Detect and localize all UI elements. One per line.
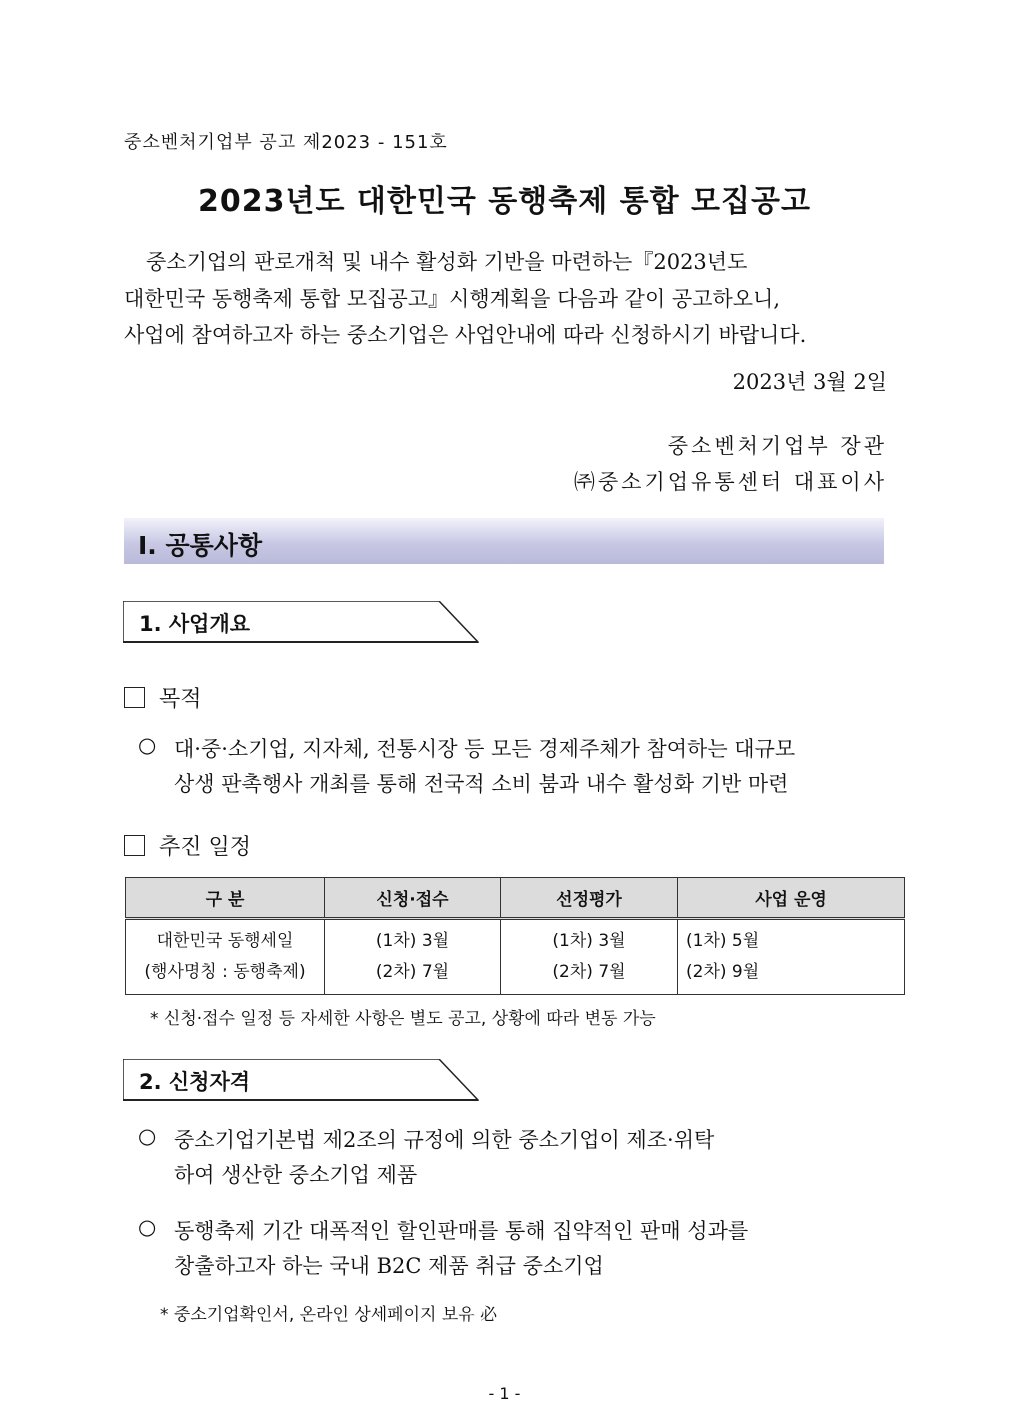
notice-number: 중소벤처기업부 공고 제2023 - 151호	[124, 132, 448, 153]
cell-evaluate: (1차) 3월 (2차) 7월	[501, 919, 678, 995]
eligibility-2-line-1: 동행축제 기간 대폭적인 할인판매를 통해 집약적인 판매 성과를	[174, 1219, 749, 1243]
circle-bullet-icon: ○	[138, 1124, 157, 1148]
subsection-heading-2	[123, 1059, 479, 1101]
column-header-operate: 사업 운영	[678, 878, 905, 919]
eligibility-note: * 중소기업확인서, 온라인 상세페이지 보유 必	[160, 1305, 498, 1325]
subsection-label: 2. 신청자격	[139, 1070, 251, 1094]
table-header-row	[126, 878, 905, 919]
document-title: 2023년도 대한민국 동행축제 통합 모집공고	[198, 184, 811, 219]
column-header-evaluate: 선정평가	[501, 878, 678, 919]
column-header-category: 구 분	[126, 878, 325, 919]
checkbox-square-icon	[124, 835, 145, 856]
schedule-table	[125, 877, 905, 995]
cell-operate: (1차) 5월 (2차) 9월	[678, 919, 905, 995]
intro-line-1: 중소기업의 판로개척 및 내수 활성화 기반을 마련하는『2023년도	[146, 250, 748, 274]
page-number: - 1 -	[488, 1384, 521, 1403]
notice-date: 2023년 3월 2일	[732, 370, 887, 394]
purpose-heading: 목적	[124, 682, 202, 713]
intro-line-3: 사업에 참여하고자 하는 중소기업은 사업안내에 따라 신청하시기 바랍니다.	[124, 323, 807, 347]
circle-bullet-icon: ○	[138, 1215, 157, 1239]
purpose-line-2: 상생 판촉행사 개최를 통해 전국적 소비 붐과 내수 활성화 기반 마련	[174, 772, 789, 796]
eligibility-1-line-1: 중소기업기본법 제2조의 규정에 의한 중소기업이 제조·위탁	[174, 1128, 715, 1152]
circle-bullet-icon: ○	[138, 733, 157, 757]
schedule-heading: 추진 일정	[124, 830, 251, 861]
issuer-center-ceo: ㈜중소기업유통센터 대표이사	[573, 470, 887, 494]
column-header-apply: 신청·접수	[325, 878, 501, 919]
table-row	[126, 919, 905, 995]
schedule-note: * 신청·접수 일정 등 자세한 사항은 별도 공고, 상황에 따라 변동 가능	[150, 1009, 656, 1029]
cell-category: 대한민국 동행세일 (행사명칭 : 동행축제)	[126, 919, 325, 995]
intro-line-2: 대한민국 동행축제 통합 모집공고』시행계획을 다음과 같이 공고하오니,	[124, 287, 781, 311]
section-title: Ⅰ. 공통사항	[138, 531, 263, 560]
issuer-minister: 중소벤처기업부 장관	[667, 434, 887, 458]
eligibility-1-line-2: 하여 생산한 중소기업 제품	[174, 1163, 418, 1187]
checkbox-square-icon	[124, 687, 145, 708]
subsection-heading-1	[123, 601, 479, 643]
eligibility-2-line-2: 창출하고자 하는 국내 B2C 제품 취급 중소기업	[174, 1254, 604, 1278]
subsection-label: 1. 사업개요	[139, 612, 251, 636]
purpose-line-1: 대·중·소기업, 지자체, 전통시장 등 모든 경제주체가 참여하는 대규모	[174, 737, 796, 761]
cell-apply: (1차) 3월 (2차) 7월	[325, 919, 501, 995]
